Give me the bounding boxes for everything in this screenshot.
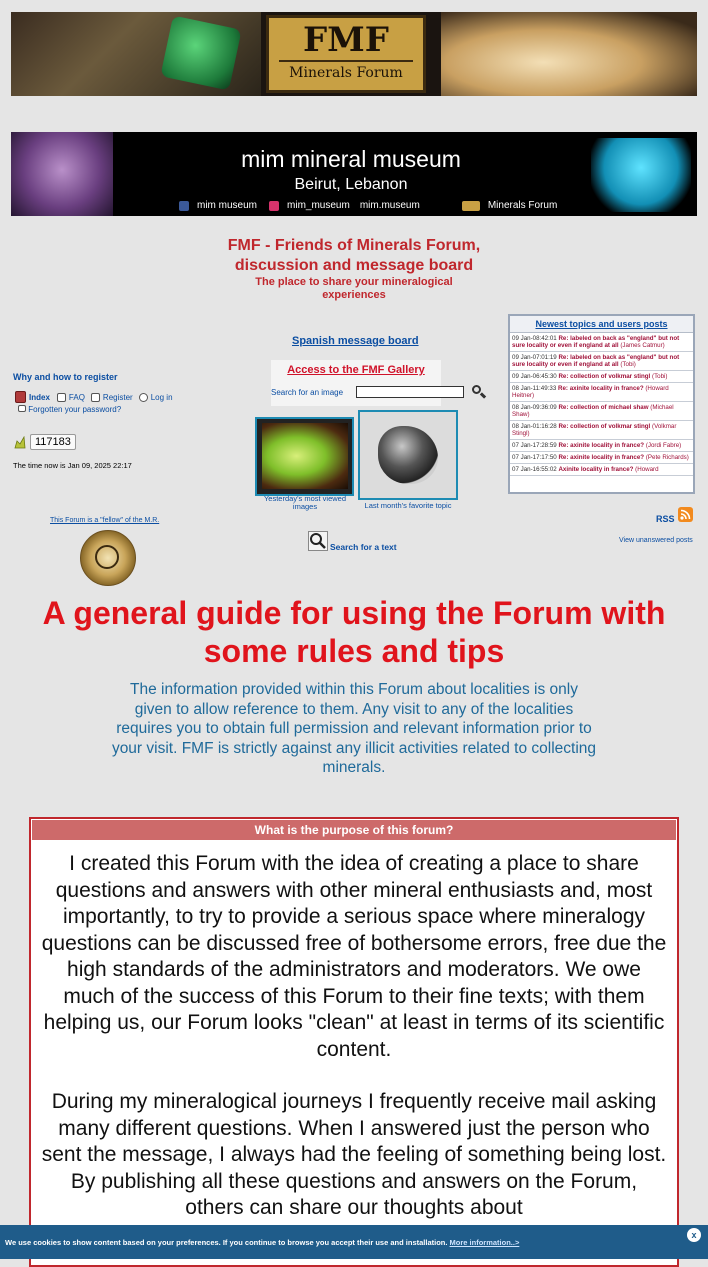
spanish-board-link[interactable]: Spanish message board — [292, 335, 419, 347]
list-item[interactable]: 08 Jan-01:16:28 Re: collection of volkmar stingl (Volkmar Stingl) — [510, 421, 693, 440]
cookie-message: We use cookies to show content based on your preferences. If you continue to browse you accept their use and installation. — [5, 1238, 448, 1247]
mim-link-facebook[interactable]: mim museum — [197, 200, 258, 211]
mim-banner[interactable] — [11, 132, 697, 216]
lastmonth-image[interactable] — [358, 410, 458, 500]
search-text-link[interactable]: Search for a text — [330, 542, 397, 552]
cookie-more-link[interactable]: More information..> — [449, 1238, 520, 1247]
list-item[interactable]: 07 Jan-17:17:50 Re: axinite locality in france? (Pete Richards) — [510, 452, 693, 464]
list-item[interactable]: 07 Jan-16:55:02 Axinite locality in france? (Howard — [510, 464, 693, 476]
visit-counter: 117183 — [30, 434, 76, 450]
list-item[interactable]: 08 Jan-11:49:33 Re: axinite locality in france? (Howard Heitner) — [510, 383, 693, 402]
mim-title: mim mineral museum — [241, 146, 461, 172]
why-register-link[interactable]: Why and how to register — [13, 372, 118, 382]
newest-topics-header[interactable]: Newest topics and users posts — [510, 316, 693, 333]
cookie-close-button[interactable]: x — [687, 1228, 701, 1242]
list-item[interactable]: 09 Jan-07:01:19 Re: labeled on back as "england" but not sure locality or even if england at all (Tobi) — [510, 352, 693, 371]
facebook-icon — [179, 201, 189, 211]
search-text-icon[interactable] — [308, 531, 328, 551]
fellow-link[interactable]: This Forum is a "fellow" of the M.R. — [50, 517, 160, 524]
image-search-button[interactable] — [471, 384, 487, 400]
yesterday-caption[interactable]: Yesterday's most viewed images — [263, 494, 347, 511]
purpose-box — [29, 817, 679, 1267]
site-title — [180, 236, 528, 276]
list-item[interactable]: 09 Jan-08:42:01 Re: labeled on back as "england" but not sure locality or even if england at all (James Catmur) — [510, 333, 693, 352]
gallery-link[interactable]: Access to the FMF Gallery — [287, 364, 425, 376]
purpose-body — [31, 841, 677, 1222]
login-icon — [139, 393, 148, 402]
banner-crystal-image — [441, 12, 697, 96]
rss-icon[interactable] — [678, 507, 693, 522]
guide-intro: The information provided within this Forum about localities is only given to allow reference to them. Any visit to any of the localities requires you to obtain full permission and relevant information prior to your visit. FMF is strictly against any illicit activities related to collecting minerals. — [111, 681, 597, 776]
forgot-icon — [18, 405, 26, 412]
time-now: The time now is Jan 09, 2025 22:17 — [13, 461, 132, 470]
purpose-paragraph-2: During my mineralogical journeys I frequently receive mail asking many different questions. When I answered just the person who sent the message, I always had the feeling of something being lost. By publishing all these questions and answers on the Forum, others can share our thoughts about — [41, 1090, 667, 1219]
mim-subtitle: Beirut, Lebanon — [294, 176, 408, 193]
lastmonth-image-thumb — [378, 426, 438, 484]
mim-left-image — [11, 132, 113, 216]
newest-topics-box — [508, 314, 695, 494]
gallery-box — [271, 360, 441, 406]
image-search-input[interactable] — [356, 386, 464, 398]
faq-icon — [57, 393, 66, 402]
faq-link[interactable]: FAQ — [68, 392, 85, 402]
fmf-mini-icon — [462, 201, 480, 211]
mim-link-forum[interactable]: Minerals Forum — [487, 200, 558, 211]
counter-icon — [13, 436, 26, 449]
site-title-line1: FMF - Friends of Minerals Forum, — [227, 237, 481, 254]
fmf-logo[interactable] — [266, 15, 426, 93]
instagram-icon — [269, 201, 279, 211]
site-title-line2: discussion and message board — [234, 257, 474, 274]
yesterday-image[interactable] — [255, 417, 354, 496]
forgot-password-text: Forgotten your password? — [28, 405, 122, 414]
mim-links — [179, 200, 579, 211]
list-item[interactable]: 07 Jan-17:28:59 Re: axinite locality in france? (Jordi Fabre) — [510, 440, 693, 452]
purpose-paragraph-1: I created this Forum with the idea of creating a place to share questions and answers with other mineral enthusiasts and, most importantly, to try to provide a serious space where mineralogy questions can be discussed free of bothersome errors, free due the high standards of the administrators and moderators. We owe much of the success of this Forum to their fine texts; with them helping us, our Forum looks "clean" at least in terms of its scientific content. — [41, 852, 667, 1061]
list-item[interactable]: 09 Jan-06:45:30 Re: collection of volkmar stingl (Tobi) — [510, 371, 693, 383]
index-icon — [15, 391, 26, 403]
lastmonth-caption[interactable]: Last month's favorite topic — [364, 501, 452, 510]
yesterday-image-thumb — [262, 423, 348, 489]
fmf-banner[interactable] — [11, 12, 697, 96]
guide-title: A general guide for using the Forum with some rules and tips — [42, 595, 666, 669]
seal-emblem — [95, 545, 119, 569]
image-search-label: Search for an image — [271, 388, 344, 397]
fmf-logo-small: Minerals Forum — [279, 60, 413, 84]
login-row — [15, 391, 173, 403]
fellow-seal-logo[interactable] — [80, 530, 136, 586]
mim-right-image — [591, 138, 691, 212]
register-icon — [91, 393, 100, 402]
list-item[interactable]: 08 Jan-09:36:09 Re: collection of michael shaw (Michael Shaw) — [510, 402, 693, 421]
site-tagline: The place to share your mineralogical experiences — [255, 276, 453, 301]
mim-link-web[interactable]: mim.museum — [359, 200, 420, 211]
register-link[interactable]: Register — [102, 392, 133, 402]
cookie-bar — [0, 1225, 708, 1259]
cookie-text — [5, 1238, 519, 1247]
mim-link-instagram[interactable]: mim_museum — [287, 200, 350, 211]
login-link[interactable]: Log in — [150, 392, 173, 402]
fmf-logo-big: FMF — [303, 20, 389, 60]
forgot-password-link[interactable] — [18, 405, 121, 414]
purpose-header: What is the purpose of this forum? — [31, 819, 677, 841]
index-link[interactable]: Index — [29, 392, 50, 402]
unanswered-posts-link[interactable]: View unanswered posts — [619, 537, 693, 544]
rss-link[interactable]: RSS — [656, 514, 675, 524]
